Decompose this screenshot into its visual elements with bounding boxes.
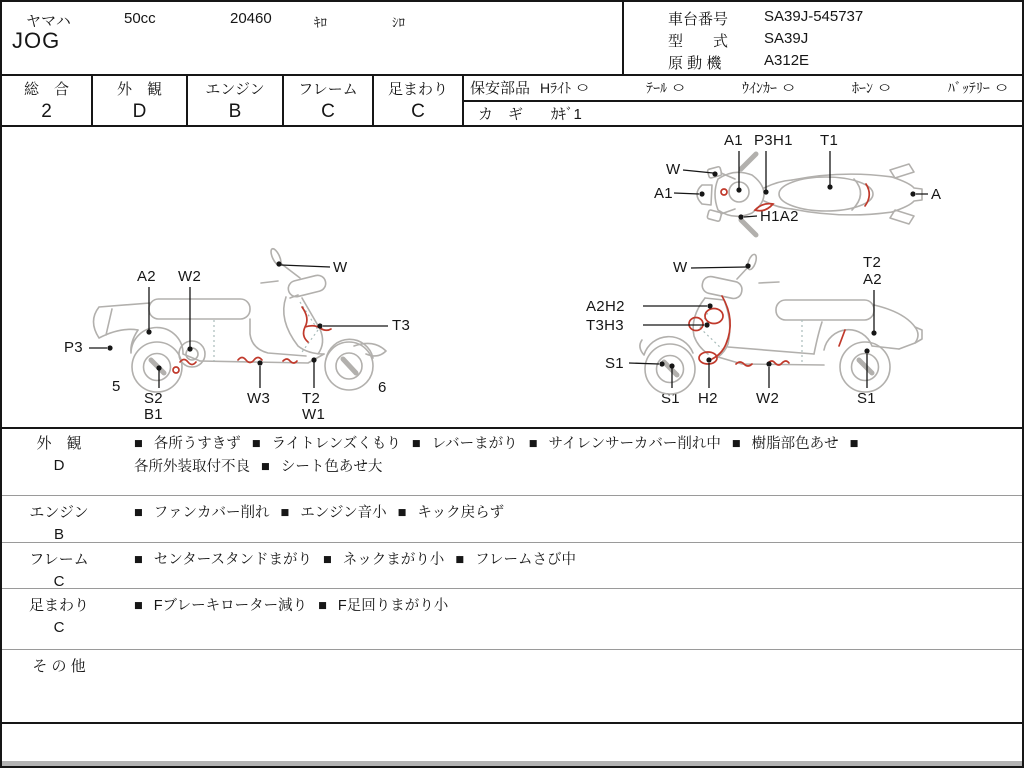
grade-cell-frame	[284, 76, 374, 125]
note-line: ■ センタースタンドまがり ■ ネックまがり小 ■ フレームさび中	[134, 552, 577, 568]
damage-code-label: A1	[654, 185, 673, 202]
grade-row	[2, 74, 1022, 127]
grade-cell-engine	[188, 76, 284, 125]
key-row	[464, 102, 1022, 125]
engine-label: 原 動 機	[668, 55, 722, 72]
grade-value: 2	[41, 100, 52, 122]
damage-code-label: T2	[863, 254, 882, 271]
grade-label: 外 観	[116, 80, 162, 98]
safety-item-name: ﾊﾞｯﾃﾘｰ	[947, 79, 990, 96]
safety-item-battery	[948, 78, 1006, 98]
note-text	[116, 589, 1022, 649]
grade-label: フレーム	[298, 80, 358, 98]
model-name: JOG	[12, 28, 61, 53]
grade-label: 総 合	[23, 80, 69, 98]
note-row-other	[2, 649, 1022, 722]
header-divider	[622, 2, 624, 74]
status-ok-icon: ○	[672, 79, 686, 97]
color-code: ｼﾛ	[392, 15, 405, 30]
note-grade-text: B	[53, 526, 64, 543]
damage-code-label: W2	[178, 268, 202, 285]
damage-code-label: W3	[247, 390, 271, 407]
key-value: ｶｷﾞ1	[551, 105, 582, 123]
note-line: ■ Fブレーキローター減り ■ F足回りまがり小	[134, 598, 449, 614]
damage-code-label: W1	[302, 406, 326, 423]
note-line: ■ ファンカバー削れ ■ エンジン音小 ■ キック戻らず	[134, 505, 505, 521]
note-label-text: 足まわり	[28, 597, 89, 614]
note-row-undercarriage	[2, 588, 1022, 649]
note-section-label	[2, 589, 116, 649]
status-ok-icon: ○	[576, 79, 590, 97]
note-text	[116, 496, 1022, 542]
note-label-text: そ の 他	[32, 658, 86, 675]
grade-value: C	[321, 100, 335, 122]
damage-code-label: S1	[605, 355, 624, 372]
chassis-label: 車台番号	[668, 11, 729, 28]
model-code-label: 型 式	[668, 33, 729, 50]
status-ok-icon: ○	[877, 79, 892, 97]
safety-parts-label: 保安部品	[470, 80, 531, 98]
note-line: ■ 各所うすきず ■ ライトレンズくもり ■ レバーまがり ■ サイレンサーカバー削れ中 ■ 樹脂部色あせ ■	[134, 436, 859, 452]
engine-code: A312E	[764, 52, 810, 69]
damage-code-label: S2	[144, 390, 163, 407]
note-line: 各所外装取付不良 ■ シート色あせ大	[134, 459, 383, 475]
damage-code-label: W	[666, 161, 681, 178]
note-text	[116, 543, 1022, 588]
safety-item-name: ﾃｰﾙ	[646, 79, 668, 96]
damage-code-label: T2	[302, 390, 321, 407]
note-row-exterior	[2, 427, 1022, 495]
engine-code-row	[668, 52, 809, 73]
status-ok-icon: ○	[781, 79, 796, 97]
bottom-edge-shadow	[2, 761, 1022, 767]
damage-code-label: A2	[863, 271, 882, 288]
damage-code-label: B1	[144, 406, 163, 423]
damage-code-label: P3H1	[754, 132, 793, 149]
damage-code-label: T3H3	[586, 317, 624, 334]
note-label-text: エンジン	[29, 504, 89, 521]
damage-code-label: W	[333, 259, 348, 276]
damage-code-label: H1A2	[760, 208, 799, 225]
note-section-label	[2, 496, 116, 542]
safety-parts-items	[530, 78, 1022, 98]
key-label: カ ギ	[478, 105, 524, 123]
safety-item-horn	[851, 78, 892, 98]
grade-value: D	[132, 100, 147, 122]
note-text	[116, 427, 1022, 495]
damage-code-label: S1	[661, 390, 680, 407]
grade-label: 足まわり	[387, 80, 448, 98]
damage-code-label: 6	[378, 379, 387, 396]
bottom-separator-line	[2, 722, 1022, 724]
note-section-label	[2, 543, 116, 588]
grade-label: エンジン	[205, 80, 265, 98]
status-ok-icon: ○	[994, 79, 1008, 97]
model-code-row	[668, 30, 808, 51]
grade-cell-undercarriage	[374, 76, 464, 125]
safety-parts-block	[464, 76, 1022, 125]
safety-item-headlight	[540, 78, 590, 98]
note-grade-text: C	[53, 573, 65, 590]
damage-code-label: S1	[857, 390, 876, 407]
grade-value: B	[228, 100, 242, 122]
safety-item-name: ﾎｰﾝ	[851, 79, 873, 96]
damage-code-label: W	[673, 259, 688, 276]
grade-cell-overall	[2, 76, 93, 125]
chassis-number: SA39J-545737	[764, 8, 864, 25]
note-label-text: 外 観	[36, 435, 82, 452]
grade-cell-exterior	[93, 76, 188, 125]
note-grade-text: C	[53, 619, 65, 636]
note-label-text: フレーム	[29, 551, 89, 568]
damage-code-label: P3	[64, 339, 83, 356]
safety-item-name: Hﾗｲﾄ	[540, 79, 572, 96]
damage-code-label: A	[931, 186, 942, 203]
note-text	[116, 650, 1022, 722]
damage-code-label: T3	[392, 317, 411, 334]
safety-parts-row	[464, 76, 1022, 102]
safety-item-name: ｳｲﾝｶｰ	[742, 79, 778, 96]
damage-code-label: A2	[137, 268, 156, 285]
damage-code-label: A1	[724, 132, 743, 149]
note-row-engine	[2, 495, 1022, 542]
damage-code-label: H2	[698, 390, 718, 407]
damage-code-label: A2H2	[586, 298, 625, 315]
note-section-label	[2, 427, 116, 495]
grade-value: C	[411, 100, 425, 122]
displacement: 50cc	[124, 10, 156, 27]
safety-item-taillight	[646, 78, 686, 98]
damage-code-label: W2	[756, 390, 780, 407]
note-row-frame	[2, 542, 1022, 588]
note-section-label	[2, 650, 116, 722]
safety-item-winker	[742, 78, 796, 98]
damage-code-label: T1	[820, 132, 839, 149]
model-code: SA39J	[764, 30, 809, 47]
chassis-number-row	[668, 8, 863, 29]
maker-name: ヤマハ	[26, 13, 71, 30]
mileage-unit: ｷﾛ	[314, 15, 327, 30]
damage-code-label: 5	[112, 378, 121, 395]
note-grade-text: D	[53, 457, 65, 474]
mileage-value: 20460	[230, 10, 272, 27]
